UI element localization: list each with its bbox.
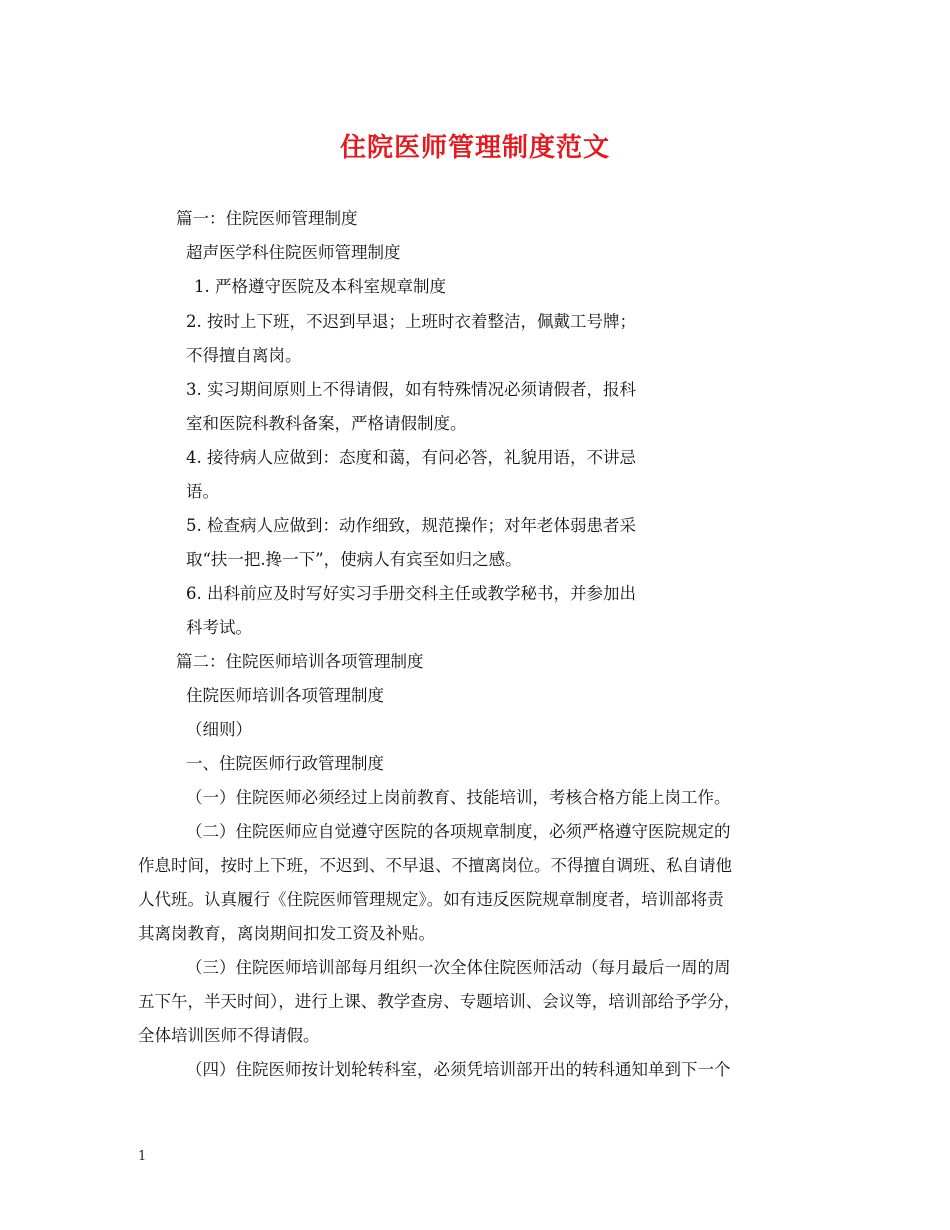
subsection-title: 住院医师培训各项管理制度 bbox=[186, 686, 384, 705]
list-item: 4. 接待病人应做到：态度和蔼，有问必答，礼貌用语，不讲忌 bbox=[186, 448, 636, 467]
subsection-note: （细则） bbox=[186, 720, 252, 739]
section-heading-2: 篇二：住院医师培训各项管理制度 bbox=[176, 652, 424, 671]
list-item: 3. 实习期间原则上不得请假，如有特殊情况必须请假者，报科 bbox=[186, 380, 636, 399]
paragraph-line: 其离岗教育，离岗期间扣发工资及补贴。 bbox=[138, 924, 435, 943]
subsection-title: 超声医学科住院医师管理制度 bbox=[186, 243, 401, 262]
subsection-heading: 一、住院医师行政管理制度 bbox=[186, 754, 384, 773]
list-item: 2. 按时上下班，不迟到早退；上班时衣着整洁，佩戴工号牌； bbox=[186, 312, 636, 331]
paragraph-line: （三）住院医师培训部每月组织一次全体住院医师活动（每月最后一周的周 bbox=[186, 958, 731, 977]
list-item: 1. 严格遵守医院及本科室规章制度 bbox=[194, 277, 446, 296]
list-item-continuation: 科考试。 bbox=[186, 618, 252, 637]
paragraph-line: 作息时间，按时上下班，不迟到、不早退、不擅离岗位。不得擅自调班、私自请他 bbox=[138, 856, 732, 875]
list-item: 6. 出科前应及时写好实习手册交科主任或教学秘书，并参加出 bbox=[186, 584, 636, 603]
paragraph-line: （一）住院医师必须经过上岗前教育、技能培训，考核合格方能上岗工作。 bbox=[186, 788, 731, 807]
list-item-continuation: 取“扶一把.搀一下”，使病人有宾至如归之感。 bbox=[186, 550, 522, 569]
paragraph-line: （四）住院医师按计划轮转科室，必须凭培训部开出的转科通知单到下一个 bbox=[186, 1060, 731, 1079]
paragraph-line: 人代班。认真履行《住院医师管理规定》。如有违反医院规章制度者，培训部将责 bbox=[138, 890, 724, 909]
document-title: 住院医师管理制度范文 bbox=[339, 133, 610, 163]
paragraph-line: （二）住院医师应自觉遵守医院的各项规章制度，必须严格遵守医院规定的 bbox=[186, 822, 731, 841]
list-item-continuation: 语。 bbox=[186, 482, 219, 501]
paragraph-line: 五下午，半天时间），进行上课、教学查房、专题培训、会议等，培训部给予学分， bbox=[138, 992, 741, 1011]
list-item-continuation: 室和医院科教科备案，严格请假制度。 bbox=[186, 414, 467, 433]
section-heading-1: 篇一：住院医师管理制度 bbox=[176, 209, 358, 228]
list-item: 5. 检查病人应做到：动作细致，规范操作；对年老体弱患者采 bbox=[186, 516, 636, 535]
page-number: 1 bbox=[138, 1149, 147, 1164]
list-item-continuation: 不得擅自离岗。 bbox=[186, 346, 302, 365]
paragraph-line: 全体培训医师不得请假。 bbox=[138, 1026, 320, 1045]
